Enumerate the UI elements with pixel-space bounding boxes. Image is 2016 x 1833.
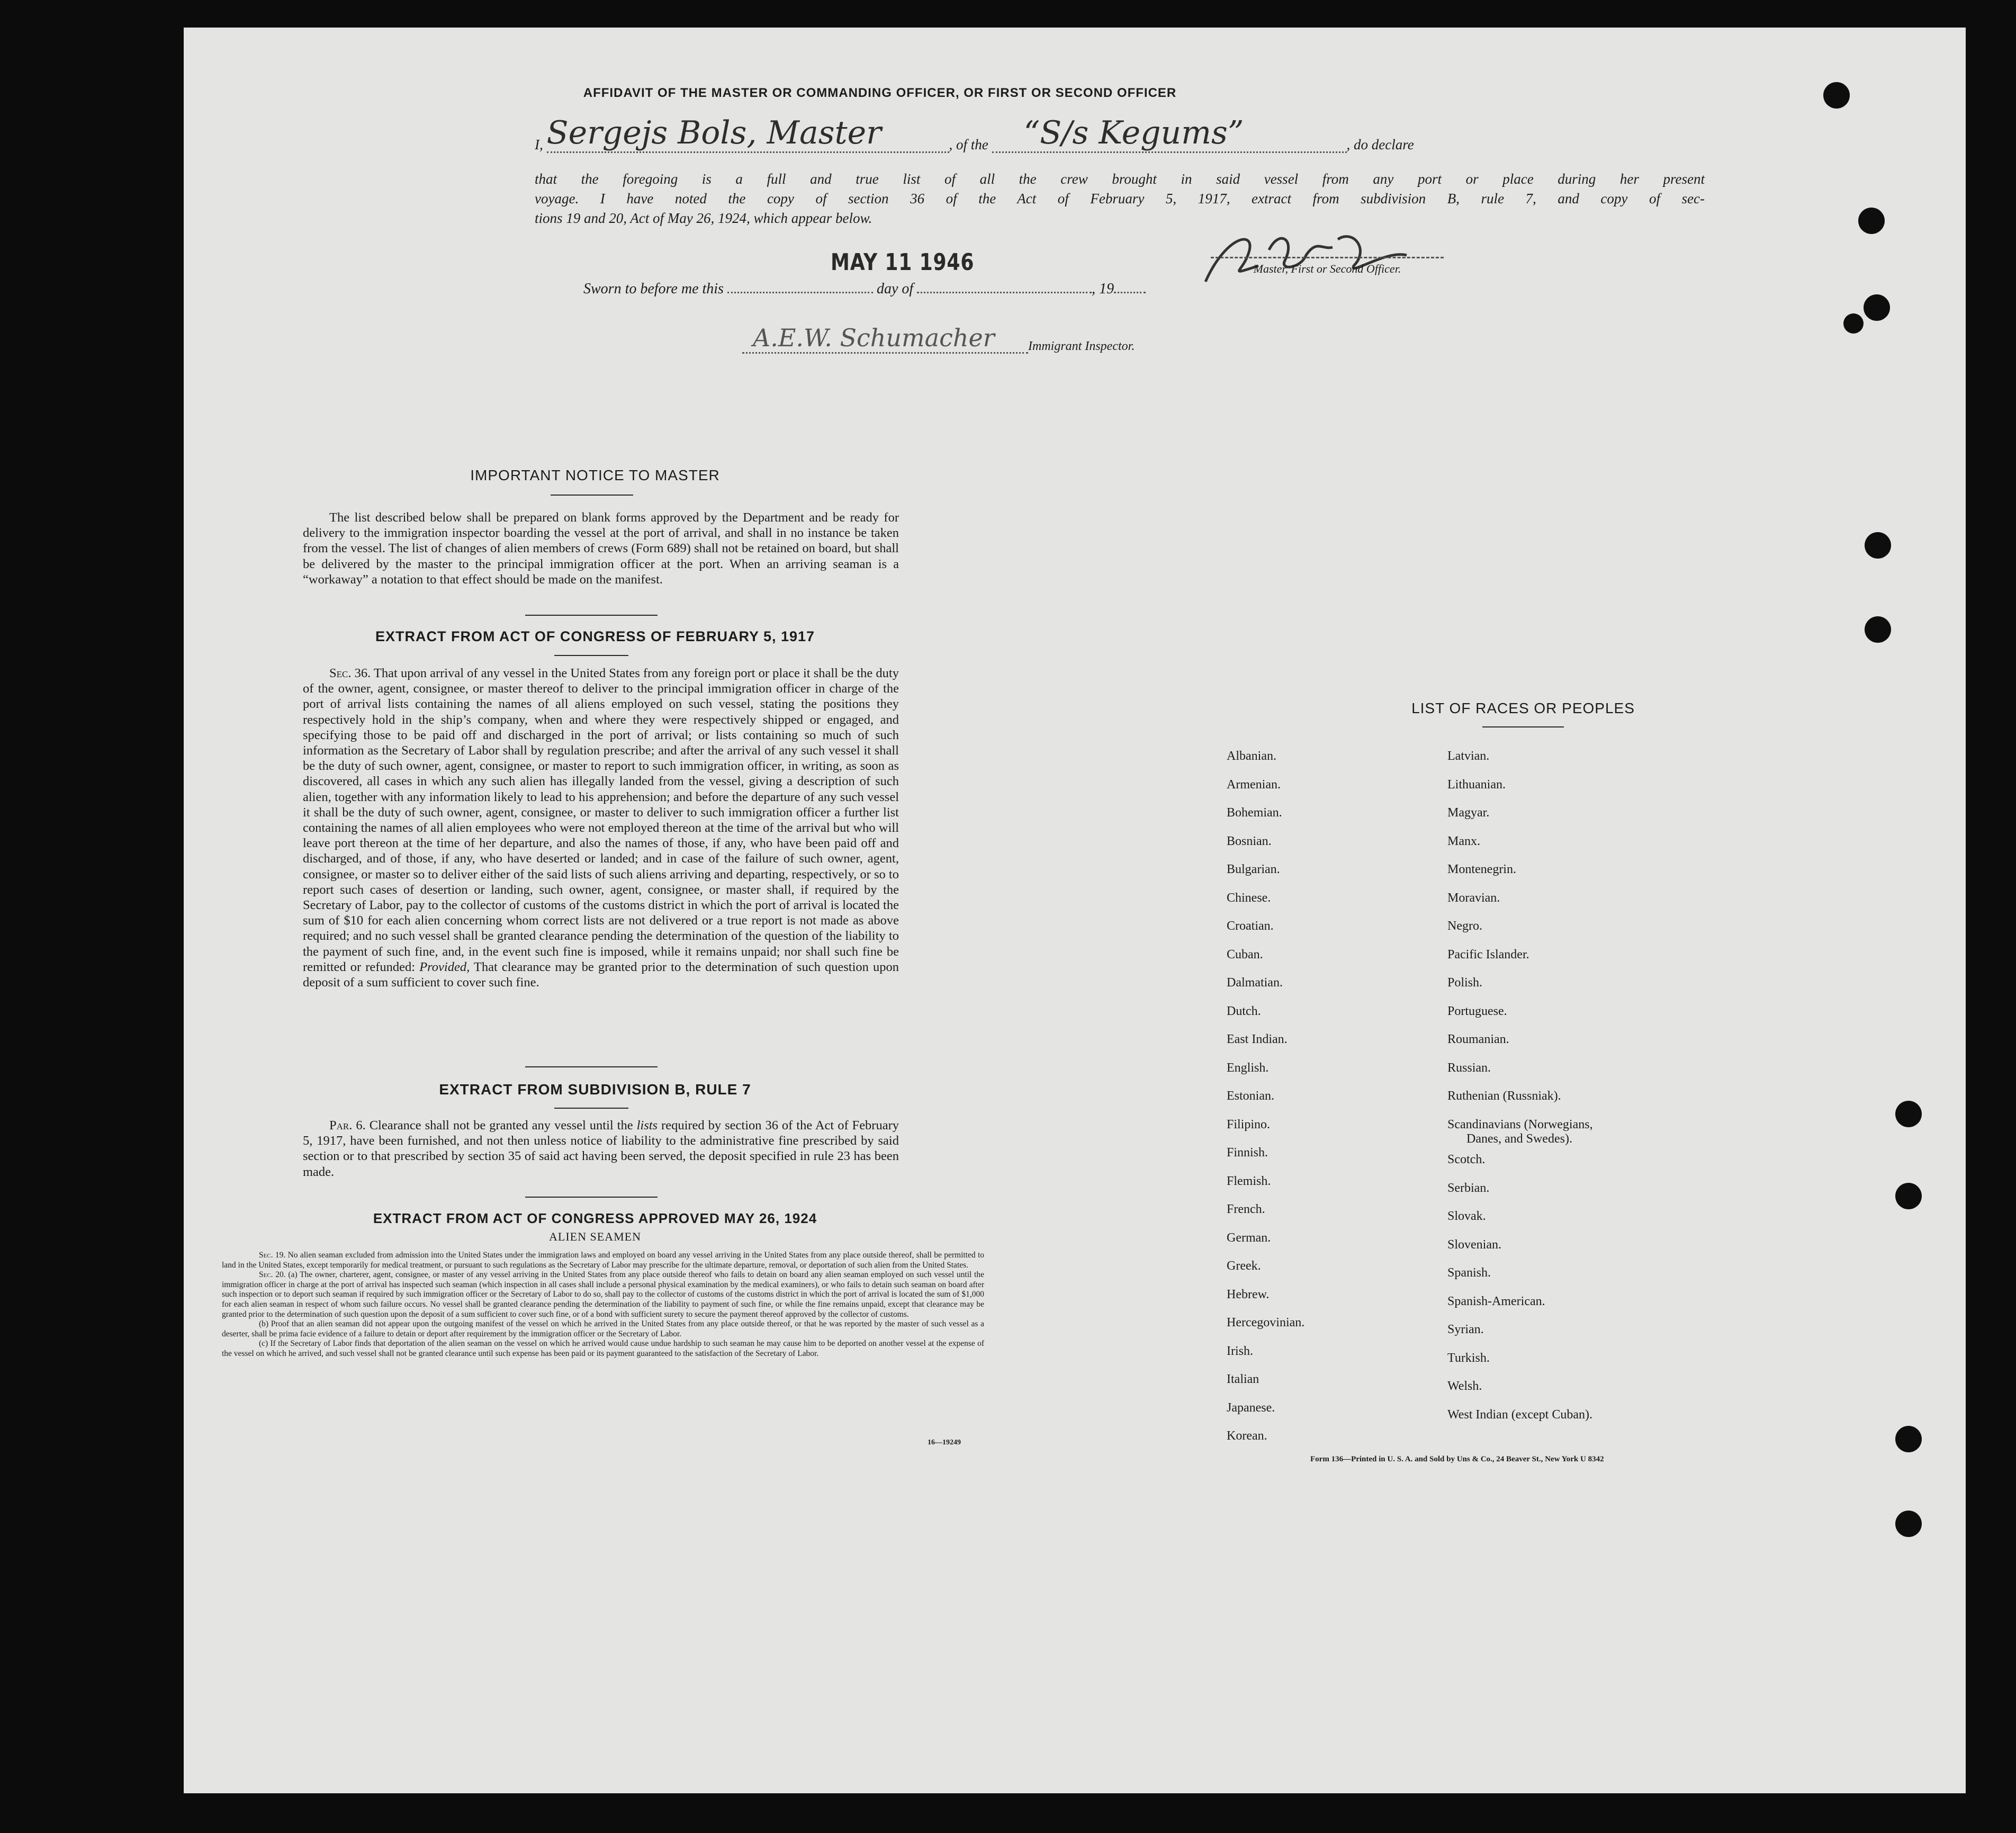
race-item: Ruthenian (Russniak).	[1447, 1089, 1561, 1103]
date-stamp: MAY 11 1946	[831, 249, 975, 276]
form-number-1924: 16—19249	[928, 1439, 961, 1446]
race-item: Irish.	[1227, 1344, 1253, 1358]
race-item: Bohemian.	[1227, 806, 1282, 820]
par6-text-a: Clearance shall not be granted any vessel until the	[369, 1118, 633, 1133]
declarant-handwriting: Sergejs Bols, Master	[546, 114, 881, 151]
race-item: Greek.	[1227, 1259, 1261, 1273]
subdivb-text	[303, 1118, 899, 1180]
extract1917-title: EXTRACT FROM ACT OF CONGRESS OF FEBRUARY 5, 1917	[375, 628, 815, 644]
races-title-rule	[1482, 726, 1564, 727]
do-declare-text: , do declare	[1346, 137, 1414, 152]
race-item: Russian.	[1447, 1061, 1491, 1075]
vessel-handwriting: “S/s Kegums”	[1023, 114, 1244, 151]
race-item-line: Danes, and Swedes).	[1466, 1131, 1572, 1146]
punch-hole	[1864, 294, 1890, 321]
race-item: German.	[1227, 1230, 1271, 1245]
race-item: Croatian.	[1227, 919, 1274, 933]
race-item: Negro.	[1447, 919, 1482, 933]
race-item: Lithuanian.	[1447, 777, 1506, 792]
declaration-line-4: tions 19 and 20, Act of May 26, 1924, which appear below.	[535, 210, 872, 226]
inspector-signature: A.E.W. Schumacher	[742, 324, 1028, 354]
races-right-column	[1447, 742, 1593, 1429]
race-item: Latvian.	[1447, 749, 1490, 763]
race-item: Bulgarian.	[1227, 862, 1280, 876]
extract1917-title-rule	[554, 655, 628, 656]
subdivb-title: EXTRACT FROM SUBDIVISION B, RULE 7	[439, 1081, 751, 1098]
punch-hole	[1843, 313, 1864, 334]
race-item: Portuguese.	[1447, 1004, 1507, 1018]
sec20a-text: (a) The owner, charterer, agent, consignee, or master of any vessel arriving in the United States from any place outside thereof who fails to detain on board any alien seaman employed on such vessel until the immigration officer in charge at the port of arrival has inspected such seaman (which inspection in all cases shall include a personal physical examination by the medical examiners), or who fails to detain such seaman on board after such inspection or to deport such seaman if required by such immigration officer or the Secretary of Labor to do so, shall pay to the collector of customs of the customs district in which the port of arrival is located the sum of $1,000 for each alien seaman in respect of whom such failure occurs. No vessel shall be granted clearance pending the determination of the liability to payment of such fine, or while the fine remains unpaid, except that clearance may be granted prior to the determination of such question upon the deposit of a sum sufficient to cover such fine, or of a bond with sufficient surety to secure the payment thereof approved by the collector of customs.	[222, 1270, 984, 1319]
notice-title: IMPORTANT NOTICE TO MASTER	[470, 467, 720, 483]
race-item: Cuban.	[1227, 947, 1263, 962]
sec19-paragraph	[222, 1251, 984, 1270]
extract1924-top-rule	[525, 1197, 658, 1198]
race-item: Finnish.	[1227, 1146, 1268, 1160]
race-item: East Indian.	[1227, 1032, 1288, 1046]
i-prefix: I,	[535, 137, 543, 152]
sworn-month-field	[917, 292, 1092, 293]
year-prefix: , 19	[1092, 281, 1114, 297]
race-item: Filipino.	[1227, 1117, 1271, 1131]
declarant-name-field	[546, 114, 949, 153]
race-item: Syrian.	[1447, 1323, 1484, 1336]
race-item: Scotch.	[1447, 1153, 1486, 1166]
form-footer: Form 136—Printed in U. S. A. and Sold by Uns & Co., 24 Beaver St., New York U 8342	[1310, 1455, 1604, 1463]
sworn-year-field	[1114, 292, 1146, 293]
race-item: Spanish.	[1447, 1266, 1491, 1280]
punch-hole	[1823, 82, 1850, 109]
race-item: Montenegrin.	[1447, 862, 1516, 876]
officer-signature-line	[1211, 257, 1444, 258]
extract1917-text	[303, 666, 899, 990]
race-item: Manx.	[1447, 834, 1480, 848]
race-item: Pacific Islander.	[1447, 947, 1529, 962]
race-item: West Indian (except Cuban).	[1447, 1407, 1592, 1422]
race-item	[1447, 1111, 1593, 1146]
declaration-line-1	[535, 114, 1705, 153]
sec19-label: Sec. 19.	[259, 1251, 286, 1260]
of-the-text: , of the	[949, 137, 988, 152]
declaration-line-3: voyage. I have noted the copy of section 36 of the Act of February 5, 1917, extract from subdivision B, rule 7, and copy of sec-	[535, 191, 1705, 206]
sec20a-paragraph	[222, 1270, 984, 1319]
punch-hole	[1865, 532, 1891, 559]
inspector-line	[742, 324, 1135, 354]
par6-label: Par. 6.	[329, 1118, 366, 1133]
declaration-line-2: that the foregoing is a full and true list of all the crew brought in said vessel from any port or place during her present	[535, 171, 1705, 187]
extract1924-title: EXTRACT FROM ACT OF CONGRESS APPROVED MAY 26, 1924	[373, 1210, 817, 1226]
race-item: Korean.	[1227, 1429, 1267, 1443]
subdivb-top-rule	[525, 1066, 658, 1067]
race-item: Serbian.	[1447, 1181, 1490, 1195]
punch-hole	[1895, 1183, 1922, 1209]
punch-hole	[1895, 1101, 1922, 1127]
vessel-name-field	[992, 114, 1347, 153]
extract1917-top-rule	[525, 615, 658, 616]
sworn-text: Sworn to before me this	[583, 281, 724, 297]
race-item: Dalmatian.	[1227, 976, 1283, 990]
sec36-text-b: That clearance may be granted prior to the determination of such question upon deposit of a sum sufficient to cover such fine.	[303, 959, 899, 990]
affidavit-title: AFFIDAVIT OF THE MASTER OR COMMANDING OFFICER, OR FIRST OR SECOND OFFICER	[583, 86, 1177, 100]
officer-label: Master, First or Second Officer.	[1253, 262, 1401, 275]
sec20b-paragraph: (b) Proof that an alien seaman did not appear upon the outgoing manifest of the vessel on which he arrived in the United States from any place outside thereof, or that he was reported by the master of such vessel as a deserter, shall be prima facie evidence of a failure to detain or deport after requirement by the immigration officer or the Secretary of Labor.	[222, 1319, 984, 1338]
sec36-label: Sec. 36.	[329, 666, 371, 680]
punch-hole	[1895, 1426, 1922, 1452]
officer-signature	[1195, 218, 1438, 292]
race-item: Moravian.	[1447, 891, 1500, 905]
subdivb-title-rule	[554, 1108, 628, 1109]
punch-hole	[1865, 616, 1891, 643]
race-item: Bosnian.	[1227, 834, 1272, 848]
sec19-text: No alien seaman excluded from admission into the United States under the immigration laws and employed on board any vessel arriving in the United States from any place outside thereof, shall be permitted to land in the United States, except temporarily for medical treatment, or pursuant to such regulations as the Secretary of Labor may prescribe for the ultimate departure, removal, or deportation of such alien from the United States.	[222, 1251, 984, 1270]
race-item: Polish.	[1447, 976, 1483, 990]
notice-title-rule	[551, 495, 633, 496]
race-item: Hercegovinian.	[1227, 1316, 1305, 1329]
race-item: French.	[1227, 1202, 1265, 1216]
race-item: Chinese.	[1227, 891, 1271, 905]
race-item: Armenian.	[1227, 777, 1281, 792]
race-item: Slovak.	[1447, 1209, 1486, 1223]
race-item: Turkish.	[1447, 1351, 1490, 1365]
inspector-label: Immigrant Inspector.	[1028, 339, 1135, 353]
race-item: Slovenian.	[1447, 1237, 1501, 1252]
par6-text-b: required by section 36 of the Act of February 5, 1917, have been furnished, and not then unless notice of liability to the administrative fine prescribed by said section or to that prescribed by section 35 of said act having been served, the deposit specified in rule 23 has been made.	[303, 1118, 899, 1179]
sworn-day-field	[727, 292, 873, 293]
sec36-text-a: That upon arrival of any vessel in the United States from any foreign port or place it shall be the duty of the owner, agent, consignee, or master thereof to deliver to the principal immigration officer in charge of the port of arrival lists containing the names of all aliens employed on such vessel, stating the positions they respectively hold in the ship’s company, when and where they were respectively shipped or engaged, and specifying those to be paid off and discharged in the port of arrival; or lists containing so much of such information as the Secretary of Labor shall by regulation prescribe; and after the arrival of any such vessel it shall be the duty of such owner, agent, consignee, or master to report to such immigration officer, in writing, as soon as discovered, all cases in which any such alien has illegally landed from the vessel, giving a description of such alien, together with any information likely to lead to his apprehension; and before the departure of any such vessel it shall be the duty of such owner, agent, consignee, or master to deliver to such immigration officer a further list containing the names of all alien employees who were not employed thereon at the time of the arrival but who will leave port thereon at the time of her departure, and also the names of those, if any, who have been paid off and discharged, and of those, if any, who have deserted or landed; and in case of the failure of such owner, agent, consignee, or master so to deliver either of the said lists of such aliens arriving and departing, respectively, or so to report such cases of desertion or landing, such owner, agent, consignee, or master shall, if required by the Secretary of Labor, pay to the collector of customs of the customs district in which the port of arrival is located the sum of $10 for each alien concerning whom correct lists are not delivered or a true report is not made as above required; and no such vessel shall be granted clearance pending the determination of the question of the liability to the payment of such fine, and, in the event such fine is imposed, while it remains unpaid; nor shall such fine be remitted or refunded:	[303, 666, 899, 974]
punch-hole	[1895, 1511, 1922, 1537]
form-page	[184, 28, 1966, 1793]
races-left-column	[1227, 742, 1304, 1451]
race-item: Welsh.	[1447, 1379, 1482, 1393]
race-item: Italian	[1227, 1372, 1259, 1386]
race-item: Albanian.	[1227, 749, 1276, 763]
race-item: Estonian.	[1227, 1089, 1274, 1103]
provided-word: Provided,	[419, 959, 470, 974]
sec20-label: Sec. 20.	[259, 1270, 286, 1280]
race-item: Japanese.	[1227, 1400, 1275, 1415]
extract1924-text	[222, 1251, 984, 1359]
lists-word: lists	[636, 1118, 658, 1133]
race-item: Hebrew.	[1227, 1287, 1270, 1301]
sec20c-paragraph: (c) If the Secretary of Labor finds that deportation of the alien seaman on the vessel on which he arrived would cause undue hardship to such seaman he may cause him to be deported on another vessel at the expense of the vessel on which he arrived, and such vessel shall not be granted clearance until such expense has been paid or its payment guaranteed to the satisfaction of the Secretary of Labor.	[222, 1339, 984, 1358]
day-of-text: day of	[876, 281, 914, 297]
race-item-line: Scandinavians (Norwegians,	[1447, 1117, 1593, 1131]
race-item: Flemish.	[1227, 1174, 1271, 1188]
race-item: Dutch.	[1227, 1004, 1261, 1018]
declaration-body	[535, 169, 1705, 228]
sworn-line	[583, 281, 1146, 298]
races-title: LIST OF RACES OR PEOPLES	[1411, 700, 1635, 716]
punch-hole	[1858, 208, 1885, 234]
race-item: Spanish-American.	[1447, 1294, 1545, 1308]
notice-text: The list described below shall be prepared on blank forms approved by the Department and be ready for delivery to the immigration inspector boarding the vessel at the port of arrival, and shall in no instance be taken from the vessel. The list of changes of alien members of crews (Form 689) shall not be retained on board, but shall be delivered by the master to the principal immigration officer at the port. When an arriving seaman is a “workaway” a notation to that effect should be made on the manifest.	[303, 510, 899, 587]
race-item: Roumanian.	[1447, 1032, 1509, 1046]
race-item: English.	[1227, 1061, 1269, 1075]
race-item: Magyar.	[1447, 806, 1490, 820]
extract1924-subtitle: ALIEN SEAMEN	[549, 1230, 641, 1243]
